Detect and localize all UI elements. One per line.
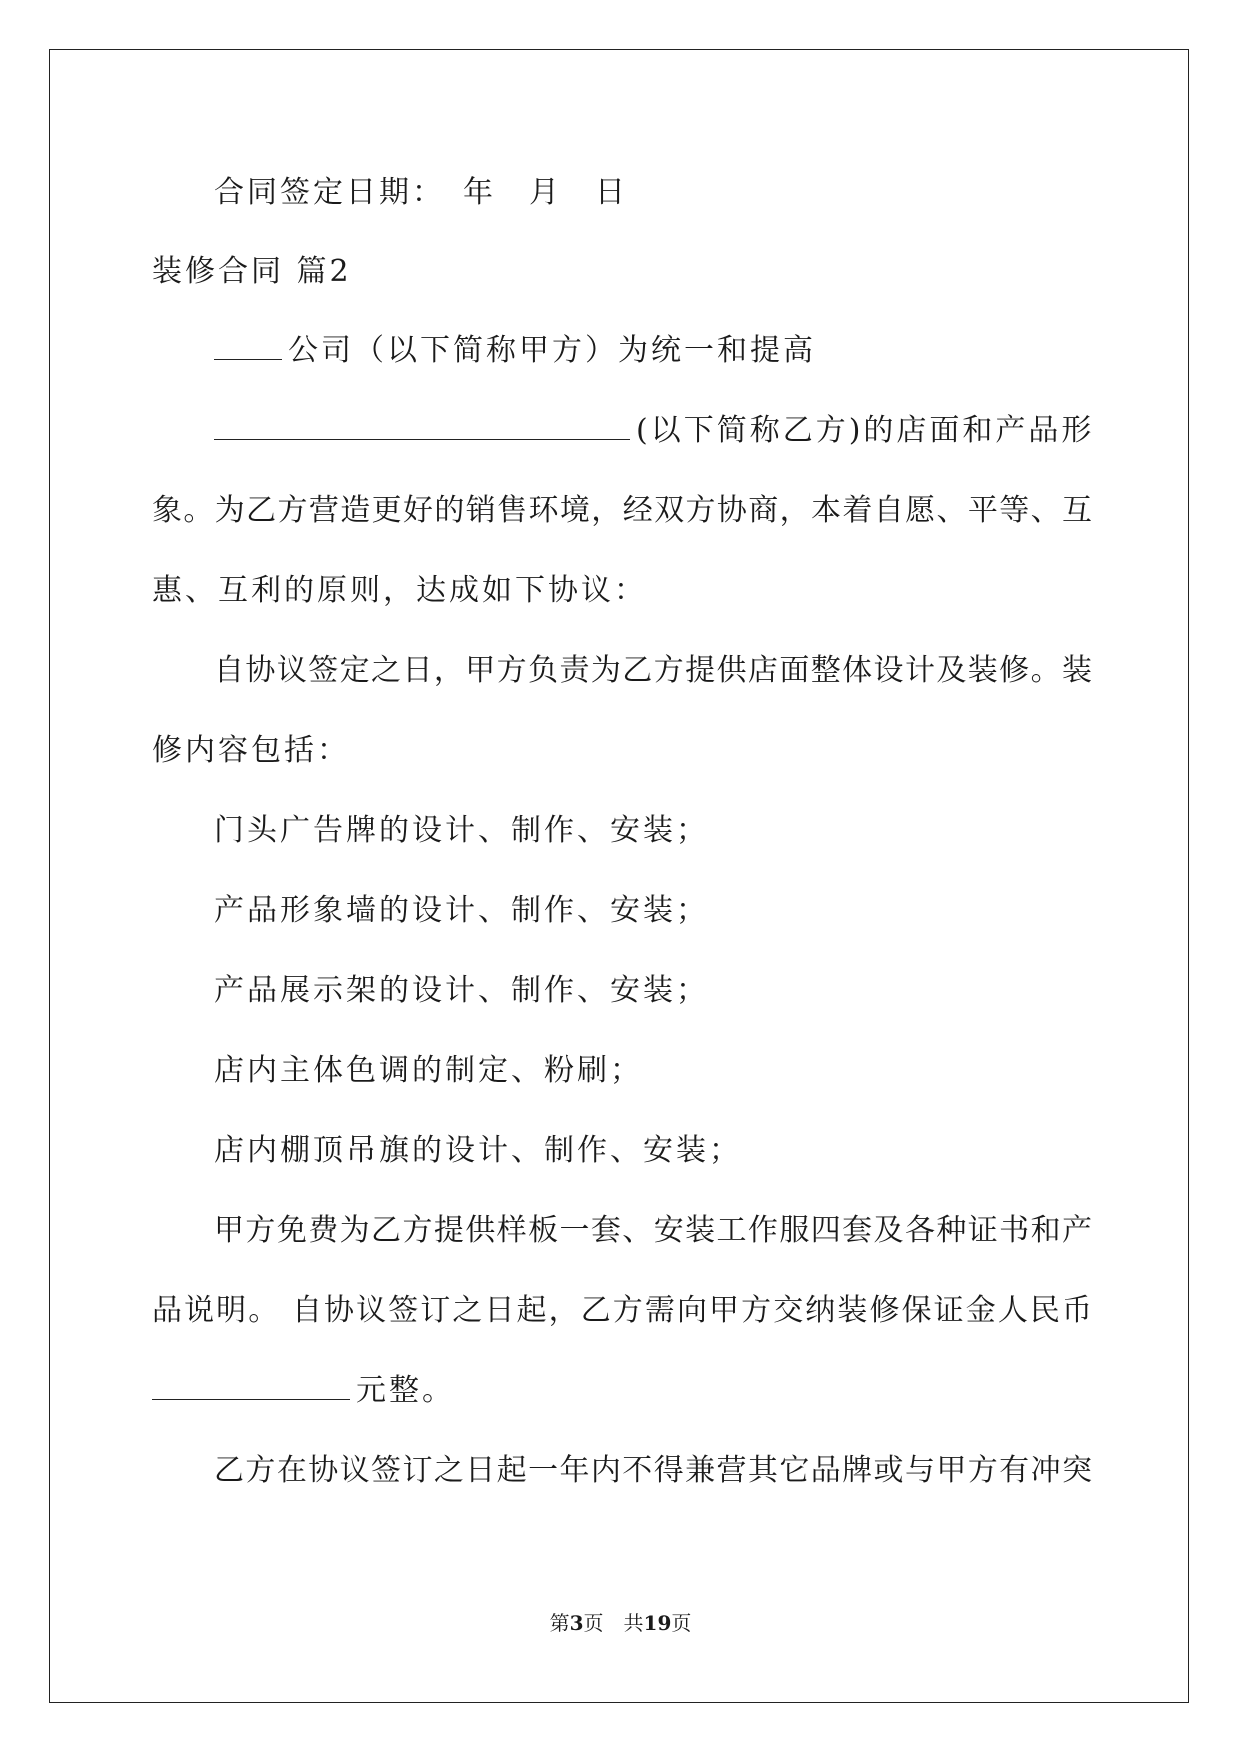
footer-prefix: 第 <box>549 1611 570 1635</box>
paragraph-line: 修内容包括： <box>152 733 350 768</box>
page-footer <box>0 1610 1241 1636</box>
deposit-amount-blank <box>152 1393 350 1400</box>
list-item: 店内主体色调的制定、粉刷； <box>214 1053 643 1088</box>
signing-date-line: 合同签定日期： 年 月 日 <box>214 175 628 210</box>
page-number: 3 <box>569 1611 584 1635</box>
list-item: 店内棚顶吊旗的设计、制作、安装； <box>214 1133 742 1168</box>
paragraph-line: 甲方免费为乙方提供样板一套、安装工作服四套及各种证书和产 <box>214 1213 1092 1248</box>
paragraph-line: 自协议签定之日，甲方负责为乙方提供店面整体设计及装修。装 <box>214 653 1092 688</box>
section-heading: 装修合同 篇2 <box>152 254 352 289</box>
deposit-line: 元整。 <box>152 1371 1092 1411</box>
total-pages: 19 <box>643 1611 672 1635</box>
paragraph-line: 乙方在协议签订之日起一年内不得兼营其它品牌或与甲方有冲突 <box>214 1453 1092 1488</box>
party-b-line: (以下简称乙方)的店面和产品形 <box>214 411 1154 451</box>
list-item: 产品展示架的设计、制作、安装； <box>214 973 709 1008</box>
party-a-line: 公司（以下简称甲方）为统一和提高 <box>214 331 1154 371</box>
party-a-blank <box>214 353 282 360</box>
paragraph-line: 惠、互利的原则，达成如下协议： <box>152 573 647 608</box>
party-b-blank <box>214 433 630 440</box>
paragraph-line: 品说明。 自协议签订之日起，乙方需向甲方交纳装修保证金人民币 <box>152 1293 1092 1328</box>
footer-suffix: 页 <box>671 1611 692 1635</box>
footer-middle: 页 共 <box>583 1611 644 1635</box>
list-item: 产品形象墙的设计、制作、安装； <box>214 893 709 928</box>
paragraph-line: 象。为乙方营造更好的销售环境，经双方协商，本着自愿、平等、互 <box>152 493 1092 528</box>
list-item: 门头广告牌的设计、制作、安装； <box>214 813 709 848</box>
